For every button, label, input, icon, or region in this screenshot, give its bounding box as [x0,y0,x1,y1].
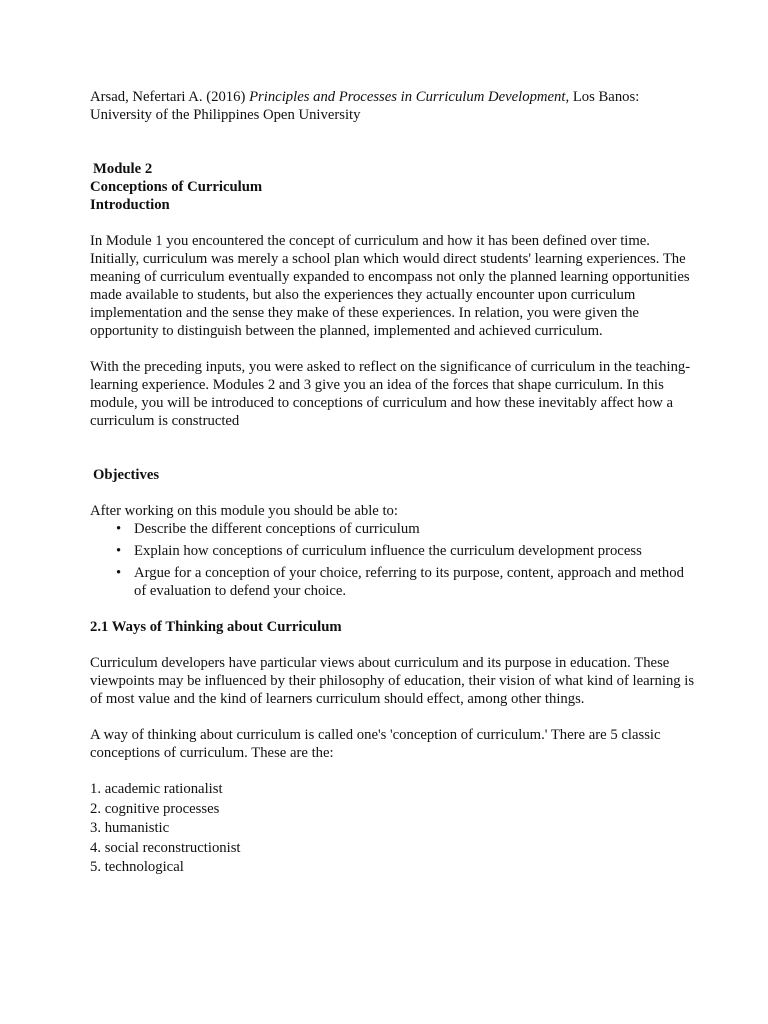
objectives-heading: Objectives [93,467,160,483]
objective-item [90,564,696,600]
objective-text: Argue for a conception of your choice, referring to its purpose, content, approach and method of evaluation to defend your choice. [134,565,684,599]
objective-item [90,542,696,560]
conception-item: 2. cognitive processes [90,800,220,817]
intro-paragraph-1: In Module 1 you encountered the concept of curriculum and how it has been defined over time. Initially, curriculum was merely a school plan which would direct students' learning experiences. The meaning of curriculum eventually expanded to encompass not only the planned learning opportunities made available to students, but also the experiences they actually encounter upon curriculum implementation and the sense they make of these experiences. In relation, you were given the opportunity to distinguish between the planned, implemented and achieved curriculum. [90,233,690,339]
citation-author-year: Arsad, Nefertari A. (2016) [90,89,250,105]
module-title: Conceptions of Curriculum [90,179,263,195]
objective-item [90,520,696,538]
conceptions-list [90,780,696,878]
bullet-icon: • [116,543,122,559]
objectives-lead: After working on this module you should be able to: [90,503,398,519]
conception-item: 3. humanistic [90,820,170,836]
objective-text: Explain how conceptions of curriculum influence the curriculum development process [134,543,642,559]
module-heading [90,160,696,214]
objective-text: Describe the different conceptions of curriculum [134,521,420,537]
section-heading: 2.1 Ways of Thinking about Curriculum [90,619,342,635]
module-number: Module 2 [93,161,153,177]
bullet-icon: • [116,565,122,581]
citation [90,88,696,124]
citation-title: Principles and Processes in Curriculum Development [249,89,566,105]
section-paragraph-2: A way of thinking about curriculum is called one's 'conception of curriculum.' There are 5 classic conceptions of curriculum. These are the: [90,727,661,761]
introduction-heading: Introduction [90,197,170,213]
citation-publisher: , Los Banos: University of the Philippines Open University [90,89,640,123]
conception-item: 5. technological [90,859,184,875]
bullet-icon: • [116,521,122,537]
conception-item: 1. academic rationalist [90,781,223,797]
conception-item: 4. social reconstructionist [90,839,241,856]
section-paragraph-1: Curriculum developers have particular views about curriculum and its purpose in education. These viewpoints may be influenced by their philosophy of education, their vision of what kind of learning is of most value and the kind of learners curriculum should effect, among other things. [90,655,695,707]
intro-paragraph-2: With the preceding inputs, you were asked to reflect on the significance of curriculum in the teaching-learning experience. Modules 2 and 3 give you an idea of the forces that shape curriculum. In this module, you will be introduced to conceptions of curriculum and how these inevitably affect how a curriculum is constructed [90,359,691,429]
objectives-list [90,520,696,600]
